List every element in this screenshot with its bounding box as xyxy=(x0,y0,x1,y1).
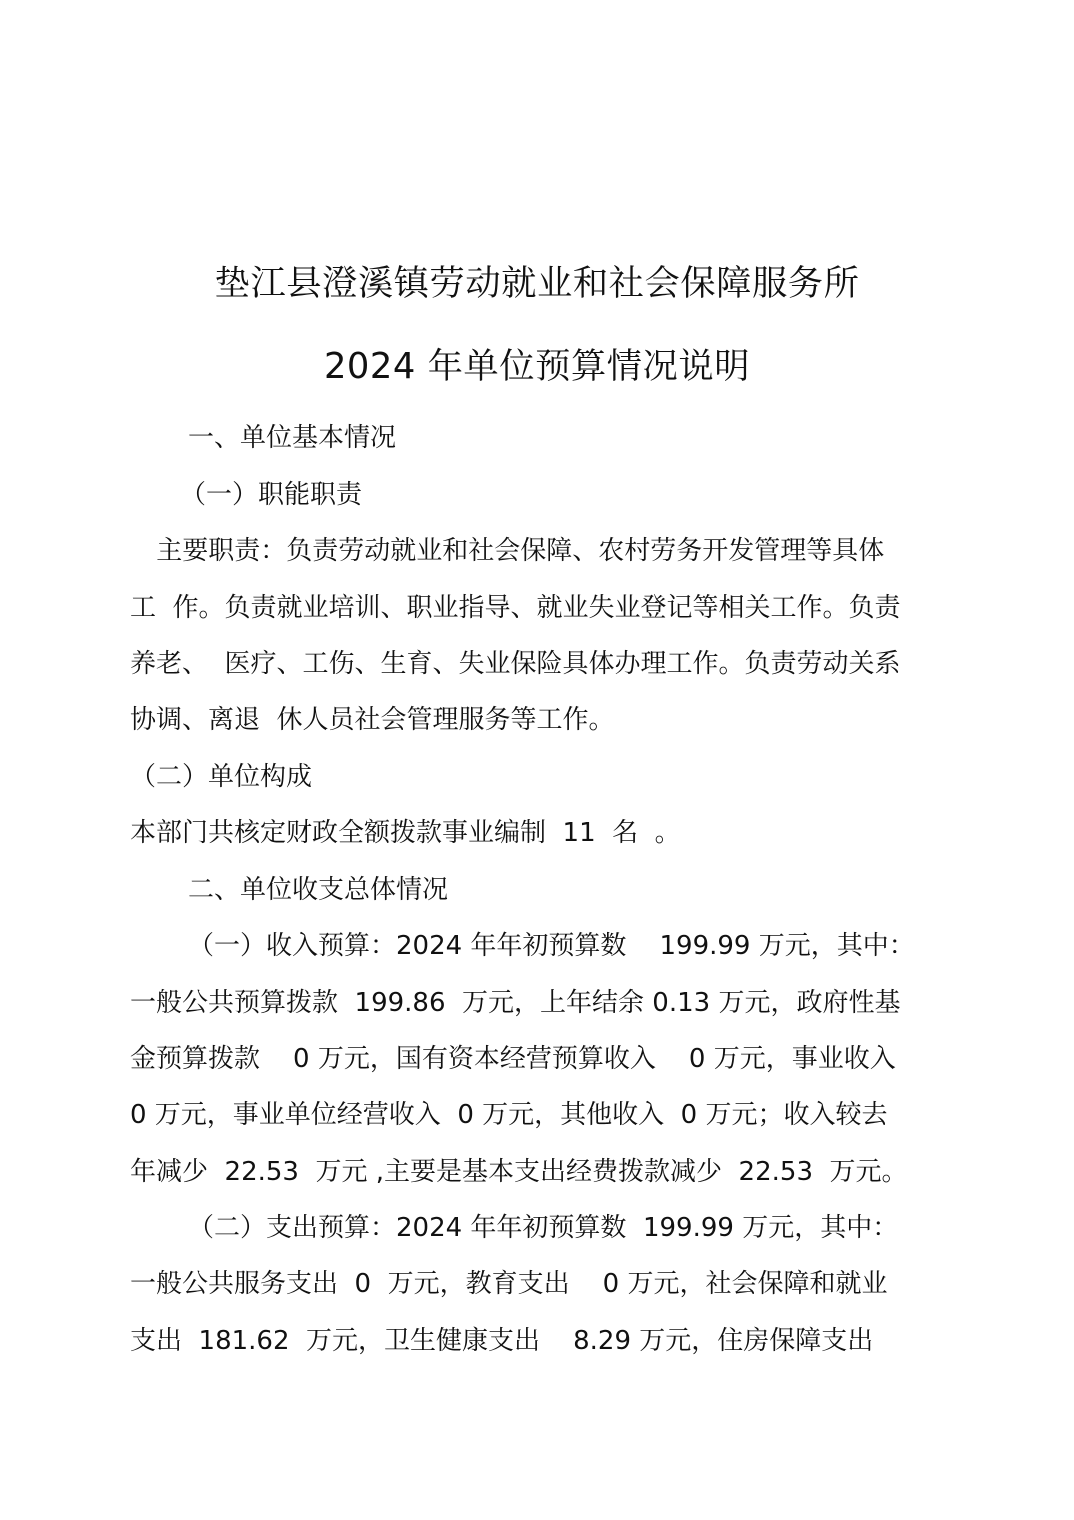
paragraph-line: 年减少 22.53 万元 ,主要是基本支出经费拨款减少 22.53 万元。 xyxy=(130,1157,908,1187)
paragraph-line: 0 万元，事业单位经营收入 0 万元，其他收入 0 万元；收入较去 xyxy=(130,1100,888,1130)
paragraph-line: （一）收入预算：2024 年年初预算数 199.99 万元，其中： xyxy=(188,931,915,961)
document-title-line-1: 垫江县澄溪镇劳动就业和社会保障服务所 xyxy=(214,263,860,304)
subsection-heading-duties: （一）职能职责 xyxy=(180,480,363,510)
section-heading-basic-info: 一、单位基本情况 xyxy=(188,423,397,453)
paragraph-line: 养老、 医疗、工伤、生育、失业保险具体办理工作。负责劳动关系 xyxy=(130,649,901,679)
subsection-heading-structure: （二）单位构成 xyxy=(130,762,313,792)
document-title-line-2: 2024 年单位预算情况说明 xyxy=(323,346,751,387)
paragraph-line: 工 作。负责就业培训、职业指导、就业失业登记等相关工作。负责 xyxy=(130,593,901,623)
paragraph-line: （二）支出预算：2024 年年初预算数 199.99 万元，其中： xyxy=(188,1213,899,1243)
paragraph-line: 一般公共服务支出 0 万元，教育支出 0 万元，社会保障和就业 xyxy=(130,1269,888,1299)
paragraph-line: 支出 181.62 万元，卫生健康支出 8.29 万元，住房保障支出 xyxy=(130,1326,874,1356)
section-heading-budget-overview: 二、单位收支总体情况 xyxy=(188,875,449,905)
paragraph-line: 一般公共预算拨款 199.86 万元，上年结余 0.13 万元，政府性基 xyxy=(130,988,901,1018)
paragraph-line: 协调、离退 休人员社会管理服务等工作。 xyxy=(130,705,615,735)
paragraph-line: 主要职责：负责劳动就业和社会保障、农村劳务开发管理等具体 xyxy=(148,536,885,566)
paragraph-line: 金预算拨款 0 万元，国有资本经营预算收入 0 万元，事业收入 xyxy=(130,1044,896,1074)
paragraph-line: 本部门共核定财政全额拨款事业编制 11 名 。 xyxy=(130,818,681,848)
